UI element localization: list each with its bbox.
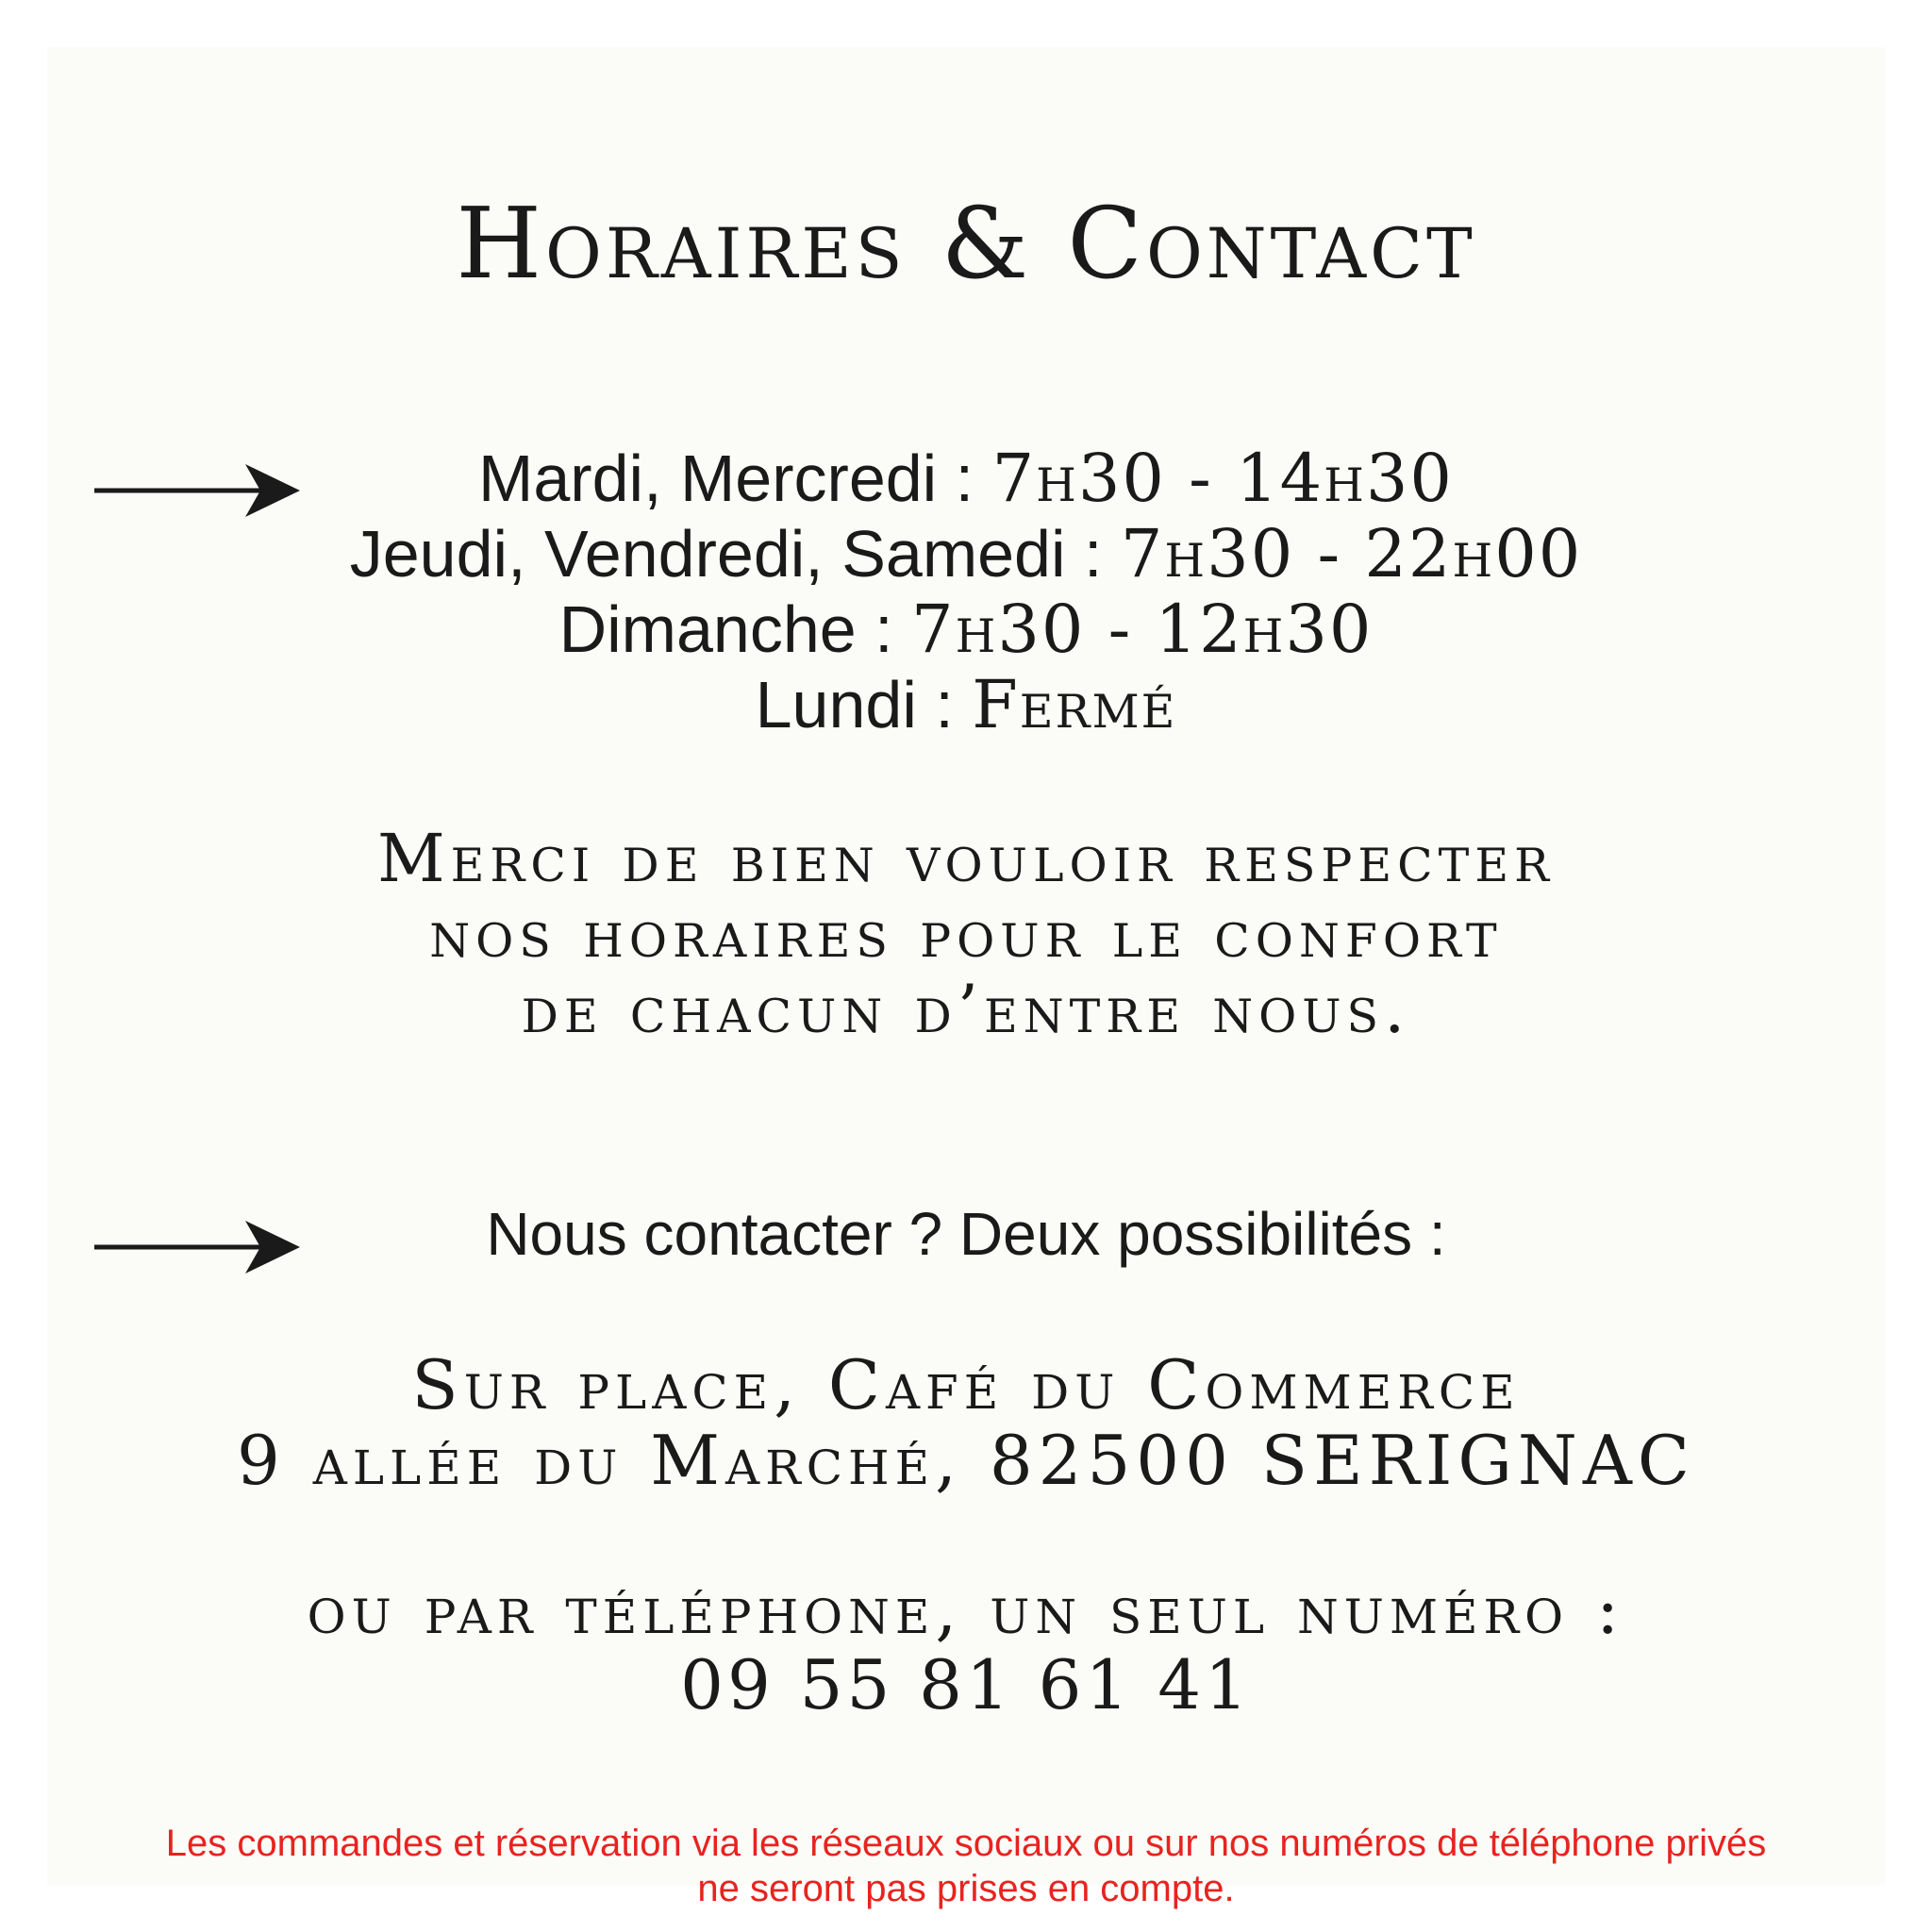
address [47, 1347, 1885, 1498]
phone-label: ou par téléphone, un seul numéro : [307, 1570, 1625, 1649]
phone-number[interactable]: 09 55 81 61 41 [680, 1645, 1252, 1724]
page-title: Horaires & Contact [456, 186, 1476, 301]
poster-sheet [47, 47, 1885, 1909]
schedule-notice: Merci de bien vouloir respecter nos horaires pour le confort de chacun d’entre nous. [376, 820, 1555, 1048]
disclaimer: Les commandes et réservation via les réseaux sociaux ou sur nos numéros de téléphone privés ne seront pas prises en compte. [165, 1823, 1767, 1909]
hours-row: Mardi, Mercredi : 7h30 - 14h30 [478, 440, 1454, 517]
address-line: 9 allée du Marché, 82500 SERIGNAC [237, 1421, 1695, 1500]
address-line: Sur place, Café du Commerce [411, 1345, 1521, 1424]
hours-row: Dimanche : 7h30 - 12h30 [558, 591, 1374, 668]
opening-hours [47, 441, 1885, 743]
phone-block [47, 1572, 1885, 1723]
contact-intro: Nous contacter ? Deux possibilités : [486, 1200, 1446, 1268]
hours-row: Lundi : Fermé [755, 666, 1177, 743]
hours-row: Jeudi, Vendredi, Samedi : 7h30 - 22h00 [349, 515, 1583, 592]
